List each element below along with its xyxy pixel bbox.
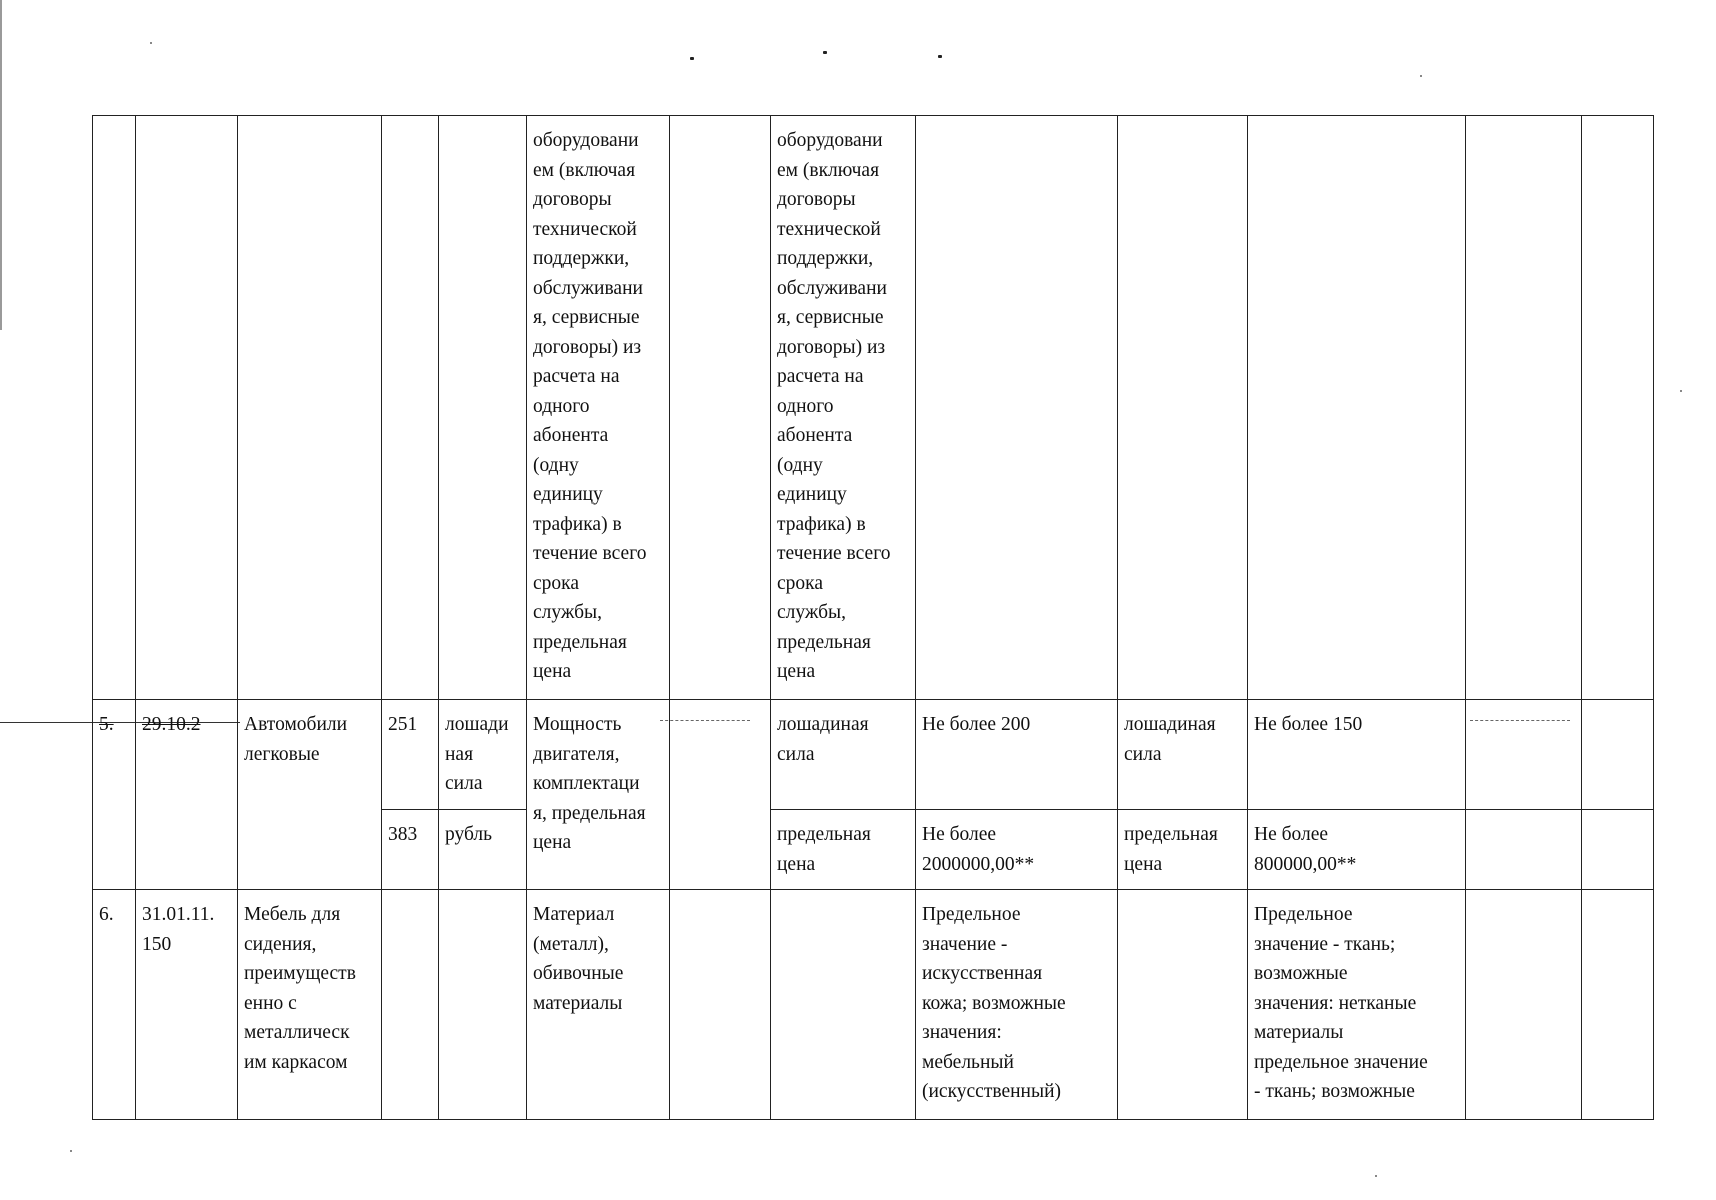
- cell-function: [1582, 890, 1654, 1120]
- cell-value: Не более 2000000,00**: [916, 810, 1118, 890]
- cell-value-2: Не более 800000,00**: [1248, 810, 1466, 890]
- scan-speck: [1680, 390, 1682, 392]
- cell-value-2: [1248, 116, 1466, 700]
- scan-dot: [823, 51, 827, 54]
- cell-characteristic-2: лошадиная сила: [771, 700, 916, 810]
- cell-justification: [1466, 810, 1582, 890]
- cell-justification: [1466, 700, 1582, 810]
- cell-code: 29.10.2: [136, 700, 238, 890]
- scan-speck: [150, 42, 152, 44]
- cell-okei-name: рубль: [439, 810, 527, 890]
- cell-approved-value: [670, 116, 771, 700]
- cell-value: [916, 116, 1118, 700]
- scan-speck: [1375, 1175, 1377, 1177]
- cell-characteristic: Мощность двигателя, комплектаци я, предельная цена: [527, 700, 670, 890]
- table-row-5: [93, 700, 1654, 810]
- scan-speck: [1420, 75, 1422, 77]
- table-row-continuation: [93, 116, 1654, 700]
- cell-function: [1582, 700, 1654, 810]
- cell-okei-name: [439, 116, 527, 700]
- cell-code: [136, 116, 238, 700]
- scan-dot: [690, 57, 694, 60]
- cell-num: [93, 116, 136, 700]
- scan-dot: [938, 55, 942, 58]
- cell-characteristic: оборудовани ем (включая договоры технической поддержки, обслуживани я, сервисные договоры) из расчета на одного абонента (одну единицу трафика) в течение всего срока службы, предельная цена: [527, 116, 670, 700]
- cell-name: Автомобили легковые: [238, 700, 382, 890]
- cell-function: [1582, 810, 1654, 890]
- cell-code: 31.01.11. 150: [136, 890, 238, 1120]
- cell-okei-code: 251: [382, 700, 439, 810]
- table-row-6: [93, 890, 1654, 1120]
- cell-value-2: Не более 150: [1248, 700, 1466, 810]
- cell-characteristic: Материал (металл), обивочные материалы: [527, 890, 670, 1120]
- cell-function: [1582, 116, 1654, 700]
- cell-okei-name: лошади ная сила: [439, 700, 527, 810]
- cell-characteristic-3: [1118, 116, 1248, 700]
- cell-value: Предельное значение - искусственная кожа; возможные значения: мебельный (искусственный): [916, 890, 1118, 1120]
- cell-characteristic-2: оборудовани ем (включая договоры технической поддержки, обслуживани я, сервисные договоры) из расчета на одного абонента (одну единицу трафика) в течение всего срока службы, предельная цена: [771, 116, 916, 700]
- cell-name: [238, 116, 382, 700]
- cell-approved-value: [670, 890, 771, 1120]
- scan-speck: [70, 1150, 72, 1152]
- cell-okei-code: [382, 890, 439, 1120]
- cell-okei-code: 383: [382, 810, 439, 890]
- cell-value: Не более 200: [916, 700, 1118, 810]
- cell-justification: [1466, 116, 1582, 700]
- cell-characteristic-2: предельная цена: [771, 810, 916, 890]
- cell-okei-name: [439, 890, 527, 1120]
- cell-justification: [1466, 890, 1582, 1120]
- cell-okei-code: [382, 116, 439, 700]
- cell-num: 5.: [93, 700, 136, 890]
- scan-edge: [0, 0, 2, 330]
- cell-name: Мебель для сидения, преимуществ енно с металлическ им каркасом: [238, 890, 382, 1120]
- cell-characteristic-3: лошадиная сила: [1118, 700, 1248, 810]
- cell-value-2: Предельное значение - ткань; возможные значения: нетканые материалы предельное значение - ткань; возможные: [1248, 890, 1466, 1120]
- cell-characteristic-3: предельная цена: [1118, 810, 1248, 890]
- document-table: [92, 115, 1654, 1120]
- cell-num: 6.: [93, 890, 136, 1120]
- cell-approved-value: [670, 700, 771, 890]
- cell-characteristic-2: [771, 890, 916, 1120]
- cell-characteristic-3: [1118, 890, 1248, 1120]
